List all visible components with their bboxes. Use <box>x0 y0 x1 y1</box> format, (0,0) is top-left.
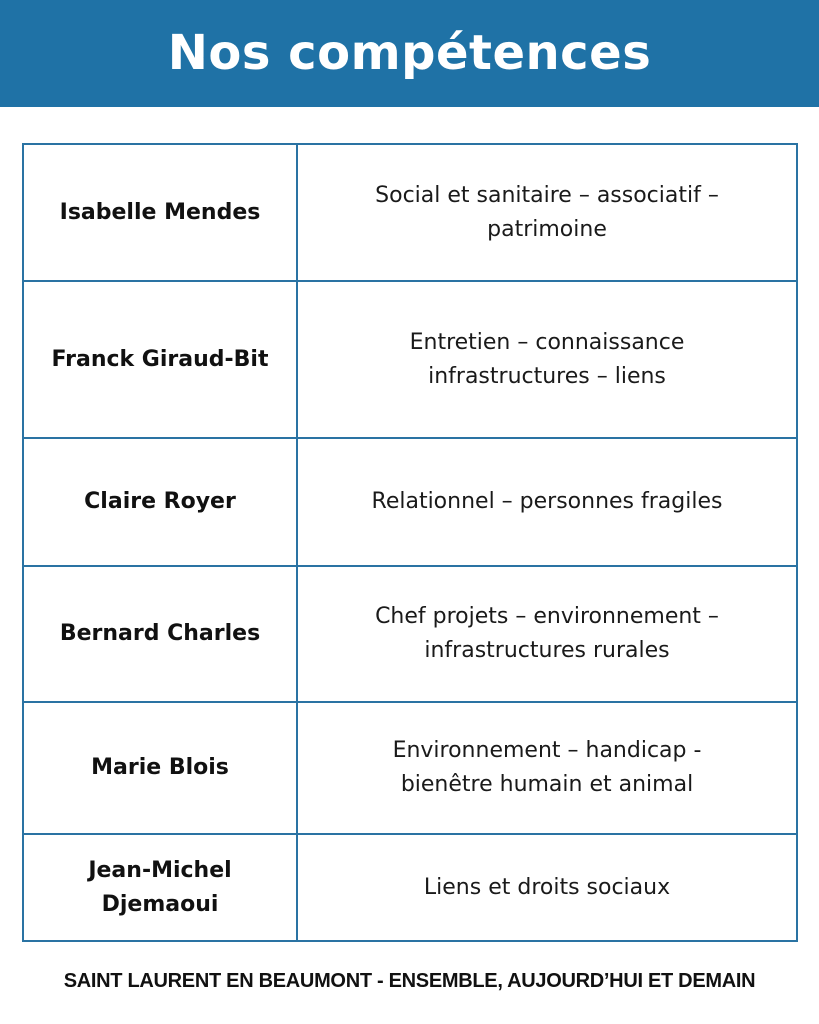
member-name: Bernard Charles <box>23 566 297 702</box>
table-row <box>23 281 797 438</box>
table-row <box>23 438 797 566</box>
member-skills: Relationnel – personnes fragiles <box>297 438 797 566</box>
member-name: Claire Royer <box>23 438 297 566</box>
member-skills: Chef projets – environnement – infrastructures rurales <box>297 566 797 702</box>
table-row <box>23 566 797 702</box>
page-title: Nos compétences <box>167 24 652 81</box>
member-skills: Entretien – connaissance infrastructures – liens <box>297 281 797 438</box>
member-name: Jean-Michel Djemaoui <box>23 834 297 941</box>
member-skills: Environnement – handicap - bienêtre humain et animal <box>297 702 797 834</box>
footer-slogan: SAINT LAURENT EN BEAUMONT - ENSEMBLE, AUJOURD’HUI ET DEMAIN <box>63 970 756 992</box>
member-name: Marie Blois <box>23 702 297 834</box>
competences-table-wrap <box>22 143 798 942</box>
header-banner <box>0 0 819 107</box>
table-row <box>23 144 797 281</box>
competences-table <box>22 143 798 942</box>
member-skills: Social et sanitaire – associatif – patrimoine <box>297 144 797 281</box>
table-row <box>23 834 797 941</box>
member-skills: Liens et droits sociaux <box>297 834 797 941</box>
table-row <box>23 702 797 834</box>
member-name: Isabelle Mendes <box>23 144 297 281</box>
member-name: Franck Giraud-Bit <box>23 281 297 438</box>
